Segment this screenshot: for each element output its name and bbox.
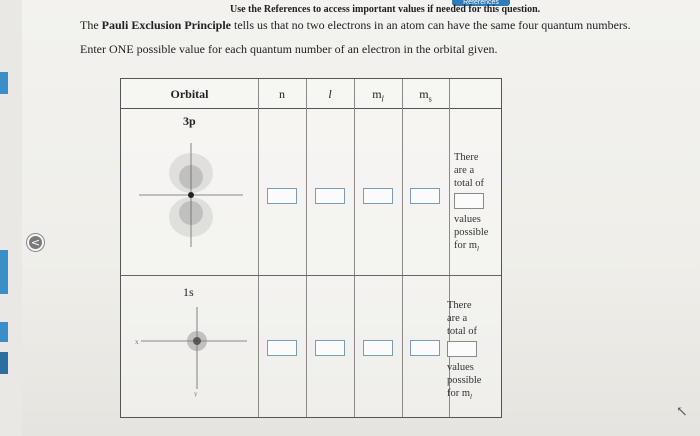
intro-prefix: The [80,18,102,32]
text-line: total of [454,178,485,189]
y-axis-label: y [194,390,198,397]
3p-ml-input[interactable] [363,188,393,204]
references-instruction: Use the References to access important values if needed for this question. [230,4,541,15]
header-ml-subscript: l [381,94,384,104]
header-orbital: Orbital [170,87,209,101]
intro-rest: tells us that no two electrons in an atom can have the same four quantum numbers. [231,18,631,32]
text-line [454,239,488,256]
1s-ml-count-input[interactable] [447,341,477,357]
orbital-label-3p: 3p [183,114,196,128]
subscript: l [470,393,472,402]
orbital-label-1s: 1s [183,285,194,299]
text-fragment: for m [454,240,478,251]
header-ms [402,87,449,103]
3p-total-text [454,151,484,190]
text-line: values [454,214,481,225]
sidebar-tab[interactable] [0,72,8,94]
1s-n-input[interactable] [267,340,297,356]
1s-ml-input[interactable] [363,340,393,356]
3p-values-text [454,213,488,256]
text-line: possible [454,227,489,238]
header-ml-main: m [372,87,382,101]
sidebar-tab[interactable] [0,250,8,294]
column-divider [354,79,355,417]
1s-values-text [447,361,481,404]
1s-l-input[interactable] [315,340,345,356]
references-badge[interactable]: References [452,0,510,6]
column-divider [258,79,259,417]
text-line: total of [447,326,478,337]
row-divider [121,275,501,276]
3p-n-input[interactable] [267,188,297,204]
text-line: There [447,300,472,311]
text-fragment: for m [447,388,471,399]
column-divider [306,79,307,417]
text-line: There [454,152,479,163]
column-divider [402,79,403,417]
text-line: possible [447,375,482,386]
3p-ml-count-input[interactable] [454,193,484,209]
text-line: values [447,362,474,373]
sidebar-tab[interactable] [0,322,8,342]
quantum-numbers-table [120,78,502,418]
cursor-icon: ↖ [676,405,688,420]
orbital-dots-upper [169,153,213,193]
question-prompt: Enter ONE possible value for each quantum number of an electron in the orbital given. [80,42,498,56]
sidebar-tab[interactable] [0,352,8,374]
p-orbital-image [139,143,243,247]
text-line: are a [447,313,468,324]
pauli-principle-term: Pauli Exclusion Principle [101,18,232,32]
1s-ms-input[interactable] [410,340,440,356]
s-orbital-image [135,301,247,397]
text-line [447,387,481,404]
x-axis-label: x [135,338,139,346]
text-line: are a [454,165,475,176]
question-intro [80,18,631,33]
1s-total-text [447,299,477,338]
back-button[interactable]: < [27,234,44,251]
3p-ms-input[interactable] [410,188,440,204]
left-sidebar [0,0,22,436]
header-ml [354,87,402,103]
nucleus [193,337,201,345]
orbital-dots-lower [169,197,213,237]
header-ms-main: m [419,87,429,101]
nucleus [188,192,194,198]
3p-l-input[interactable] [315,188,345,204]
header-n: n [279,87,285,101]
header-ms-subscript: s [428,94,432,104]
subscript: l [477,245,479,254]
header-l: l [328,87,332,101]
